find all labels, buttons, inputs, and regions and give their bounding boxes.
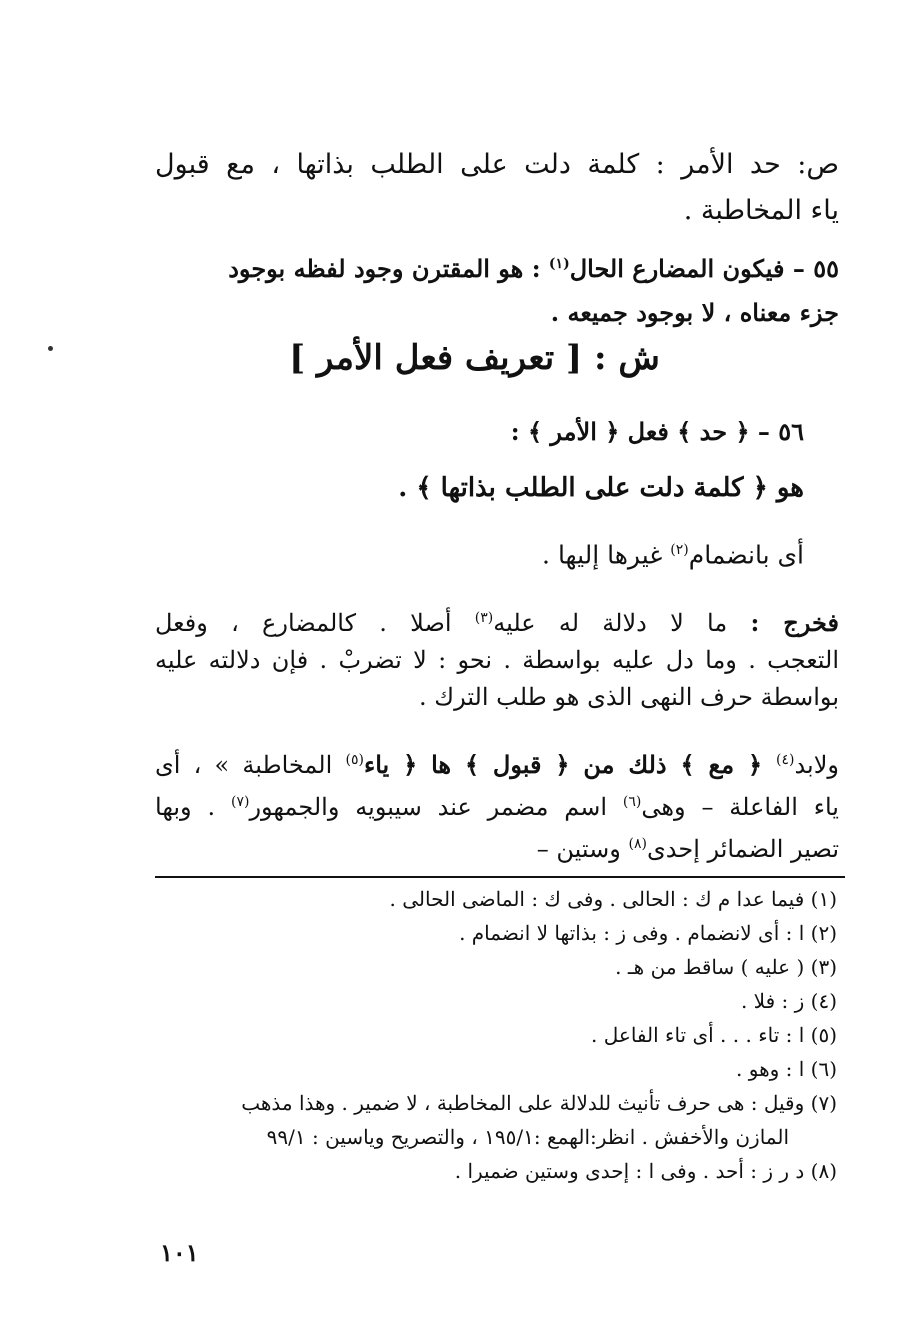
paragraph-56: ٥٦ – ﴿ حد ﴾ فعل ﴿ الأمر ﴾ : <box>510 417 804 446</box>
paragraph-line: بواسطة حرف النهى الذى هو طلب الترك . <box>419 683 839 711</box>
matn-line: ياء المخاطبة . <box>683 195 839 226</box>
footnote: (٣) ( عليه ) ساقط من هـ . <box>615 955 837 979</box>
matn-text <box>155 142 839 234</box>
footnote-ref: (٧) <box>230 794 250 810</box>
footnote: (٦) ا : وهو . <box>736 1057 837 1081</box>
footnote-ref: (٥) <box>345 752 364 768</box>
footnote: (٧) وقيل : هى حرف تأنيث للدلالة على المخاطبة ، لا ضمير . وهذا مذهب <box>241 1091 837 1115</box>
paragraph-line: جزء معناه ، لا بوجود جميعه . <box>550 298 839 327</box>
section-heading: ش : [ تعريف فعل الأمر ] <box>289 338 660 378</box>
exclusion-paragraph <box>155 600 839 716</box>
paragraph-line: ياء الفاعلة – وهى$^{(٦)}$ اسم مضمر عند سيبويه والجمهور$^{(٧)}$ . وبها <box>155 793 839 821</box>
footnote-ref: (٣) <box>474 610 494 626</box>
definition-line: هو ﴿ كلمة دلت على الطلب بذاتها ﴾ . <box>398 473 804 503</box>
footnote: (٨) د ر ز : أحد . وفى ا : إحدى وستين ضميرا . <box>454 1159 837 1183</box>
footnote: (٢) ا : أى لانضمام . وفى ز : بذاتها لا انضمام . <box>459 921 837 945</box>
footnote-ref: (١) <box>548 256 570 272</box>
footnote-ref: (٨) <box>628 836 647 852</box>
paragraph-line: تصير الضمائر إحدى$^{(٨)}$ وستين – <box>536 835 839 863</box>
footnote-ref: (٤) <box>775 752 795 768</box>
footnote-continuation: المازن والأخفش . انظر:الهمع :١٩٥/١ ، والتصريح وياسين : ٩٩/١ <box>266 1125 789 1149</box>
page-number: ١٠١ <box>160 1238 199 1267</box>
footnote: (٥) ا : تاء . . . أى تاء الفاعل . <box>591 1023 837 1047</box>
paragraph-55 <box>155 242 839 335</box>
footnote-divider <box>155 876 845 878</box>
explanation-line: أى بانضمام$^{(٢)}$ غيرها إليها . <box>542 540 804 570</box>
paragraph-line: فخرج : ما لا دلالة له عليه$^{(٣)}$ أصلا . كالمضارع ، وفعل <box>155 608 840 637</box>
footnote-ref: (٦) <box>622 794 642 810</box>
paragraph-line: ٥٥ – فيكون المضارع الحال$^{(١)}$ : هو المقترن وجود لفظه بوجود <box>228 254 839 283</box>
footnote: (٤) ز : فلا . <box>740 989 837 1013</box>
condition-paragraph <box>155 742 839 868</box>
stray-mark <box>48 346 53 351</box>
footnote-ref: (٢) <box>670 542 689 558</box>
paragraph-line: ولابد$^{(٤)}$ ﴿ مع ﴾ ذلك من ﴿ قبول ﴾ ها ﴿ ياء$^{(٥)}$ المخاطبة » ، أى <box>155 750 839 779</box>
footnotes <box>160 882 837 1188</box>
footnote: (١) فيما عدا م ك : الحالى . وفى ك : الماضى الحالى . <box>389 887 837 911</box>
matn-line: ص: حد الأمر : كلمة دلت على الطلب بذاتها ، مع قبول <box>155 149 839 180</box>
paragraph-line: التعجب . وما دل عليه بواسطة . نحو : لا تضربْ . فإن دلالته عليه <box>155 646 839 674</box>
